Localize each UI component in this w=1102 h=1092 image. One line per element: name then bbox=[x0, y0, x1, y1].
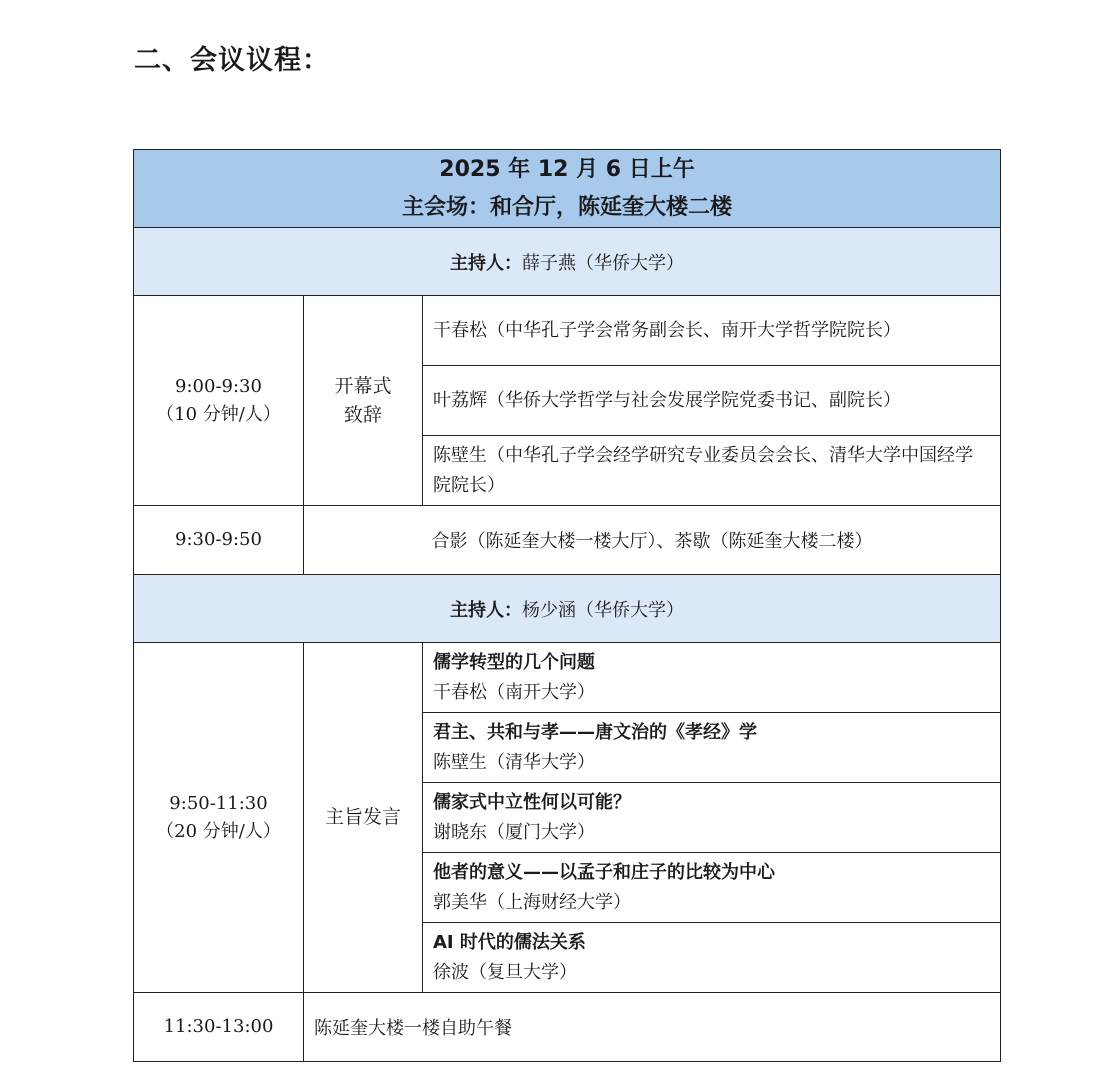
talk-speaker: 干春松（南开大学） bbox=[433, 681, 595, 703]
talk-cell bbox=[423, 853, 1001, 923]
host-cell-2 bbox=[134, 575, 1001, 643]
header-cell bbox=[134, 150, 1001, 228]
opening-speaker: 叶荔辉（华侨大学哲学与社会发展学院党委书记、副院长） bbox=[423, 366, 1001, 436]
opening-row bbox=[134, 296, 1001, 366]
break-row bbox=[134, 506, 1001, 575]
talk-title: AI 时代的儒法关系 bbox=[433, 931, 586, 953]
talk-speaker: 郭美华（上海财经大学） bbox=[433, 891, 631, 913]
host-row-1 bbox=[134, 228, 1001, 296]
header-row bbox=[134, 150, 1001, 228]
opening-session-line2: 致辞 bbox=[343, 403, 382, 426]
section-title: 二、会议议程： bbox=[134, 45, 330, 76]
lunch-time: 11:30-13:00 bbox=[134, 993, 304, 1062]
opening-time-cell bbox=[134, 296, 304, 506]
opening-speaker: 陈壁生（中华孔子学会经学研究专业委员会会长、清华大学中国经学院院长） bbox=[423, 436, 1001, 506]
keynote-time: 9:50-11:30 bbox=[169, 792, 268, 814]
talk-cell bbox=[423, 923, 1001, 993]
talk-cell bbox=[423, 783, 1001, 853]
host-label: 主持人： bbox=[450, 252, 523, 274]
agenda-table bbox=[133, 149, 1001, 1062]
keynote-duration: （20 分钟/人） bbox=[156, 820, 281, 842]
opening-time: 9:00-9:30 bbox=[175, 375, 262, 397]
talk-cell bbox=[423, 713, 1001, 783]
opening-session-cell bbox=[304, 296, 423, 506]
break-time: 9:30-9:50 bbox=[134, 506, 304, 575]
talk-title: 他者的意义——以孟子和庄子的比较为中心 bbox=[433, 861, 775, 883]
lunch-row bbox=[134, 993, 1001, 1062]
keynote-time-cell bbox=[134, 643, 304, 993]
keynote-row bbox=[134, 643, 1001, 713]
header-date: 2025 年 12 月 6 日上午 bbox=[439, 156, 695, 182]
talk-speaker: 谢晓东（厦门大学） bbox=[433, 821, 595, 843]
opening-duration: （10 分钟/人） bbox=[156, 403, 281, 425]
opening-speaker: 干春松（中华孔子学会常务副会长、南开大学哲学院院长） bbox=[423, 296, 1001, 366]
break-desc: 合影（陈延奎大楼一楼大厅）、茶歇（陈延奎大楼二楼） bbox=[304, 506, 1001, 575]
talk-title: 儒家式中立性何以可能？ bbox=[433, 791, 631, 813]
talk-cell bbox=[423, 643, 1001, 713]
header-venue: 主会场：和合厅，陈延奎大楼二楼 bbox=[402, 194, 733, 220]
talk-speaker: 徐波（复旦大学） bbox=[433, 961, 577, 983]
talk-title: 儒学转型的几个问题 bbox=[433, 651, 595, 673]
talk-speaker: 陈壁生（清华大学） bbox=[433, 751, 595, 773]
talk-title: 君主、共和与孝——唐文治的《孝经》学 bbox=[433, 721, 757, 743]
lunch-desc: 陈延奎大楼一楼自助午餐 bbox=[304, 993, 1001, 1062]
host-name: 薛子燕（华侨大学） bbox=[522, 252, 685, 274]
host-cell-1 bbox=[134, 228, 1001, 296]
host-label: 主持人： bbox=[450, 599, 523, 621]
keynote-session: 主旨发言 bbox=[304, 643, 423, 993]
host-row-2 bbox=[134, 575, 1001, 643]
opening-session-line1: 开幕式 bbox=[334, 374, 392, 397]
host-name: 杨少涵（华侨大学） bbox=[522, 599, 685, 621]
